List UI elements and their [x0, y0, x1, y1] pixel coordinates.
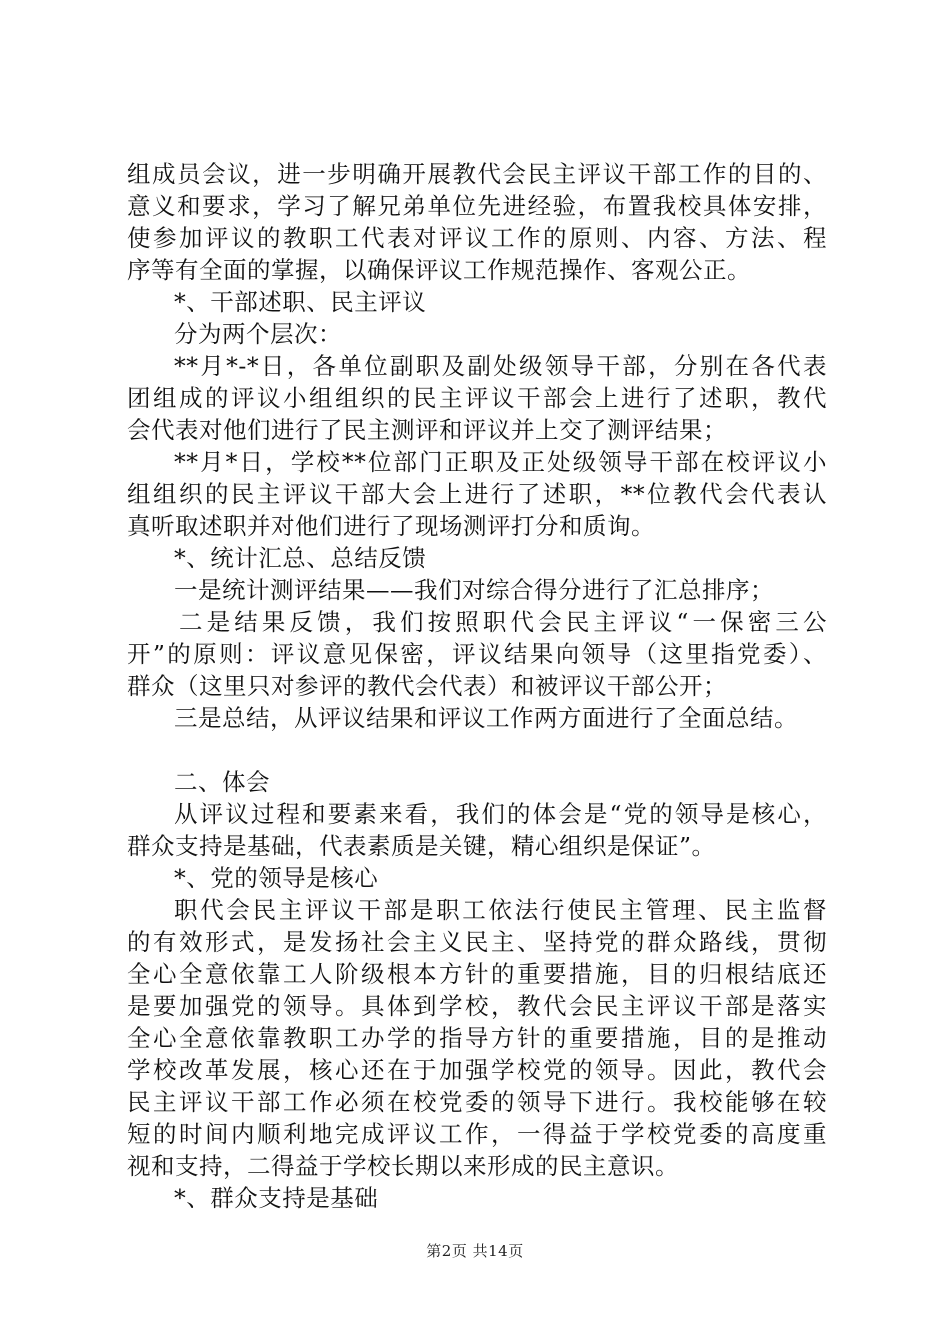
text-line: 的有效形式，是发扬社会主义民主、坚持党的群众路线，贯彻 — [127, 928, 827, 956]
document-body — [127, 158, 827, 1214]
text-line: 分为两个层次： — [174, 320, 342, 348]
text-line: 三是总结，从评议结果和评议工作两方面进行了全面总结。 — [174, 704, 798, 732]
section-heading: 二、体会 — [174, 768, 270, 796]
text-line: 序等有全面的掌握，以确保评议工作规范操作、客观公正。 — [127, 256, 751, 284]
text-line: 学校改革发展，核心还在于加强学校党的领导。因此，教代会 — [127, 1056, 827, 1084]
text-line: 职代会民主评议干部是职工依法行使民主管理、民主监督 — [174, 896, 827, 924]
text-line: 民主评议干部工作必须在校党委的领导下进行。我校能够在较 — [127, 1088, 827, 1116]
text-line: 组组织的民主评议干部大会上进行了述职，**位教代会代表认 — [127, 480, 827, 508]
paragraph-gap — [127, 734, 827, 766]
text-line: 从评议过程和要素来看，我们的体会是“党的领导是核心， — [174, 800, 827, 828]
text-line: 意义和要求，学习了解兄弟单位先进经验，布置我校具体安排， — [127, 192, 827, 220]
text-line: 团组成的评议小组组织的民主评议干部会上进行了述职，教代 — [127, 384, 827, 412]
text-line: 全心全意依靠工人阶级根本方针的重要措施，目的归根结底还 — [127, 960, 827, 988]
page-number-footer: 第2页 共14页 — [426, 1242, 524, 1260]
text-line: 会代表对他们进行了民主测评和评议并上交了测评结果； — [127, 416, 727, 444]
text-line: 使参加评议的教职工代表对评议工作的原则、内容、方法、程 — [127, 224, 827, 252]
section-heading: *、干部述职、民主评议 — [174, 288, 427, 316]
section-heading: *、群众支持是基础 — [174, 1184, 379, 1212]
text-line: 短的时间内顺利地完成评议工作，一得益于学校党委的高度重 — [127, 1120, 827, 1148]
text-line: 视和支持，二得益于学校长期以来形成的民主意识。 — [127, 1152, 679, 1180]
text-line: 组成员会议，进一步明确开展教代会民主评议干部工作的目的、 — [127, 160, 827, 188]
section-heading: *、党的领导是核心 — [174, 864, 379, 892]
text-line: 全心全意依靠教职工办学的指导方针的重要措施，目的是推动 — [127, 1024, 827, 1052]
text-line: 群众（这里只对参评的教代会代表）和被评议干部公开； — [127, 672, 727, 700]
text-line: 真听取述职并对他们进行了现场测评打分和质询。 — [127, 512, 655, 540]
text-line: 二是结果反馈，我们按照职代会民主评议“一保密三公 — [179, 608, 827, 636]
text-line: **月*日，学校**位部门正职及正处级领导干部在校评议小 — [174, 448, 827, 476]
text-line: 一是统计测评结果——我们对综合得分进行了汇总排序； — [174, 576, 774, 604]
section-heading: *、统计汇总、总结反馈 — [174, 544, 427, 572]
text-line: 开”的原则：评议意见保密，评议结果向领导（这里指党委）、 — [127, 640, 827, 668]
text-line: 群众支持是基础，代表素质是关键，精心组织是保证”。 — [127, 832, 716, 860]
text-line: 是要加强党的领导。具体到学校，教代会民主评议干部是落实 — [127, 992, 827, 1020]
text-line: **月*-*日，各单位副职及副处级领导干部，分别在各代表 — [174, 352, 827, 380]
